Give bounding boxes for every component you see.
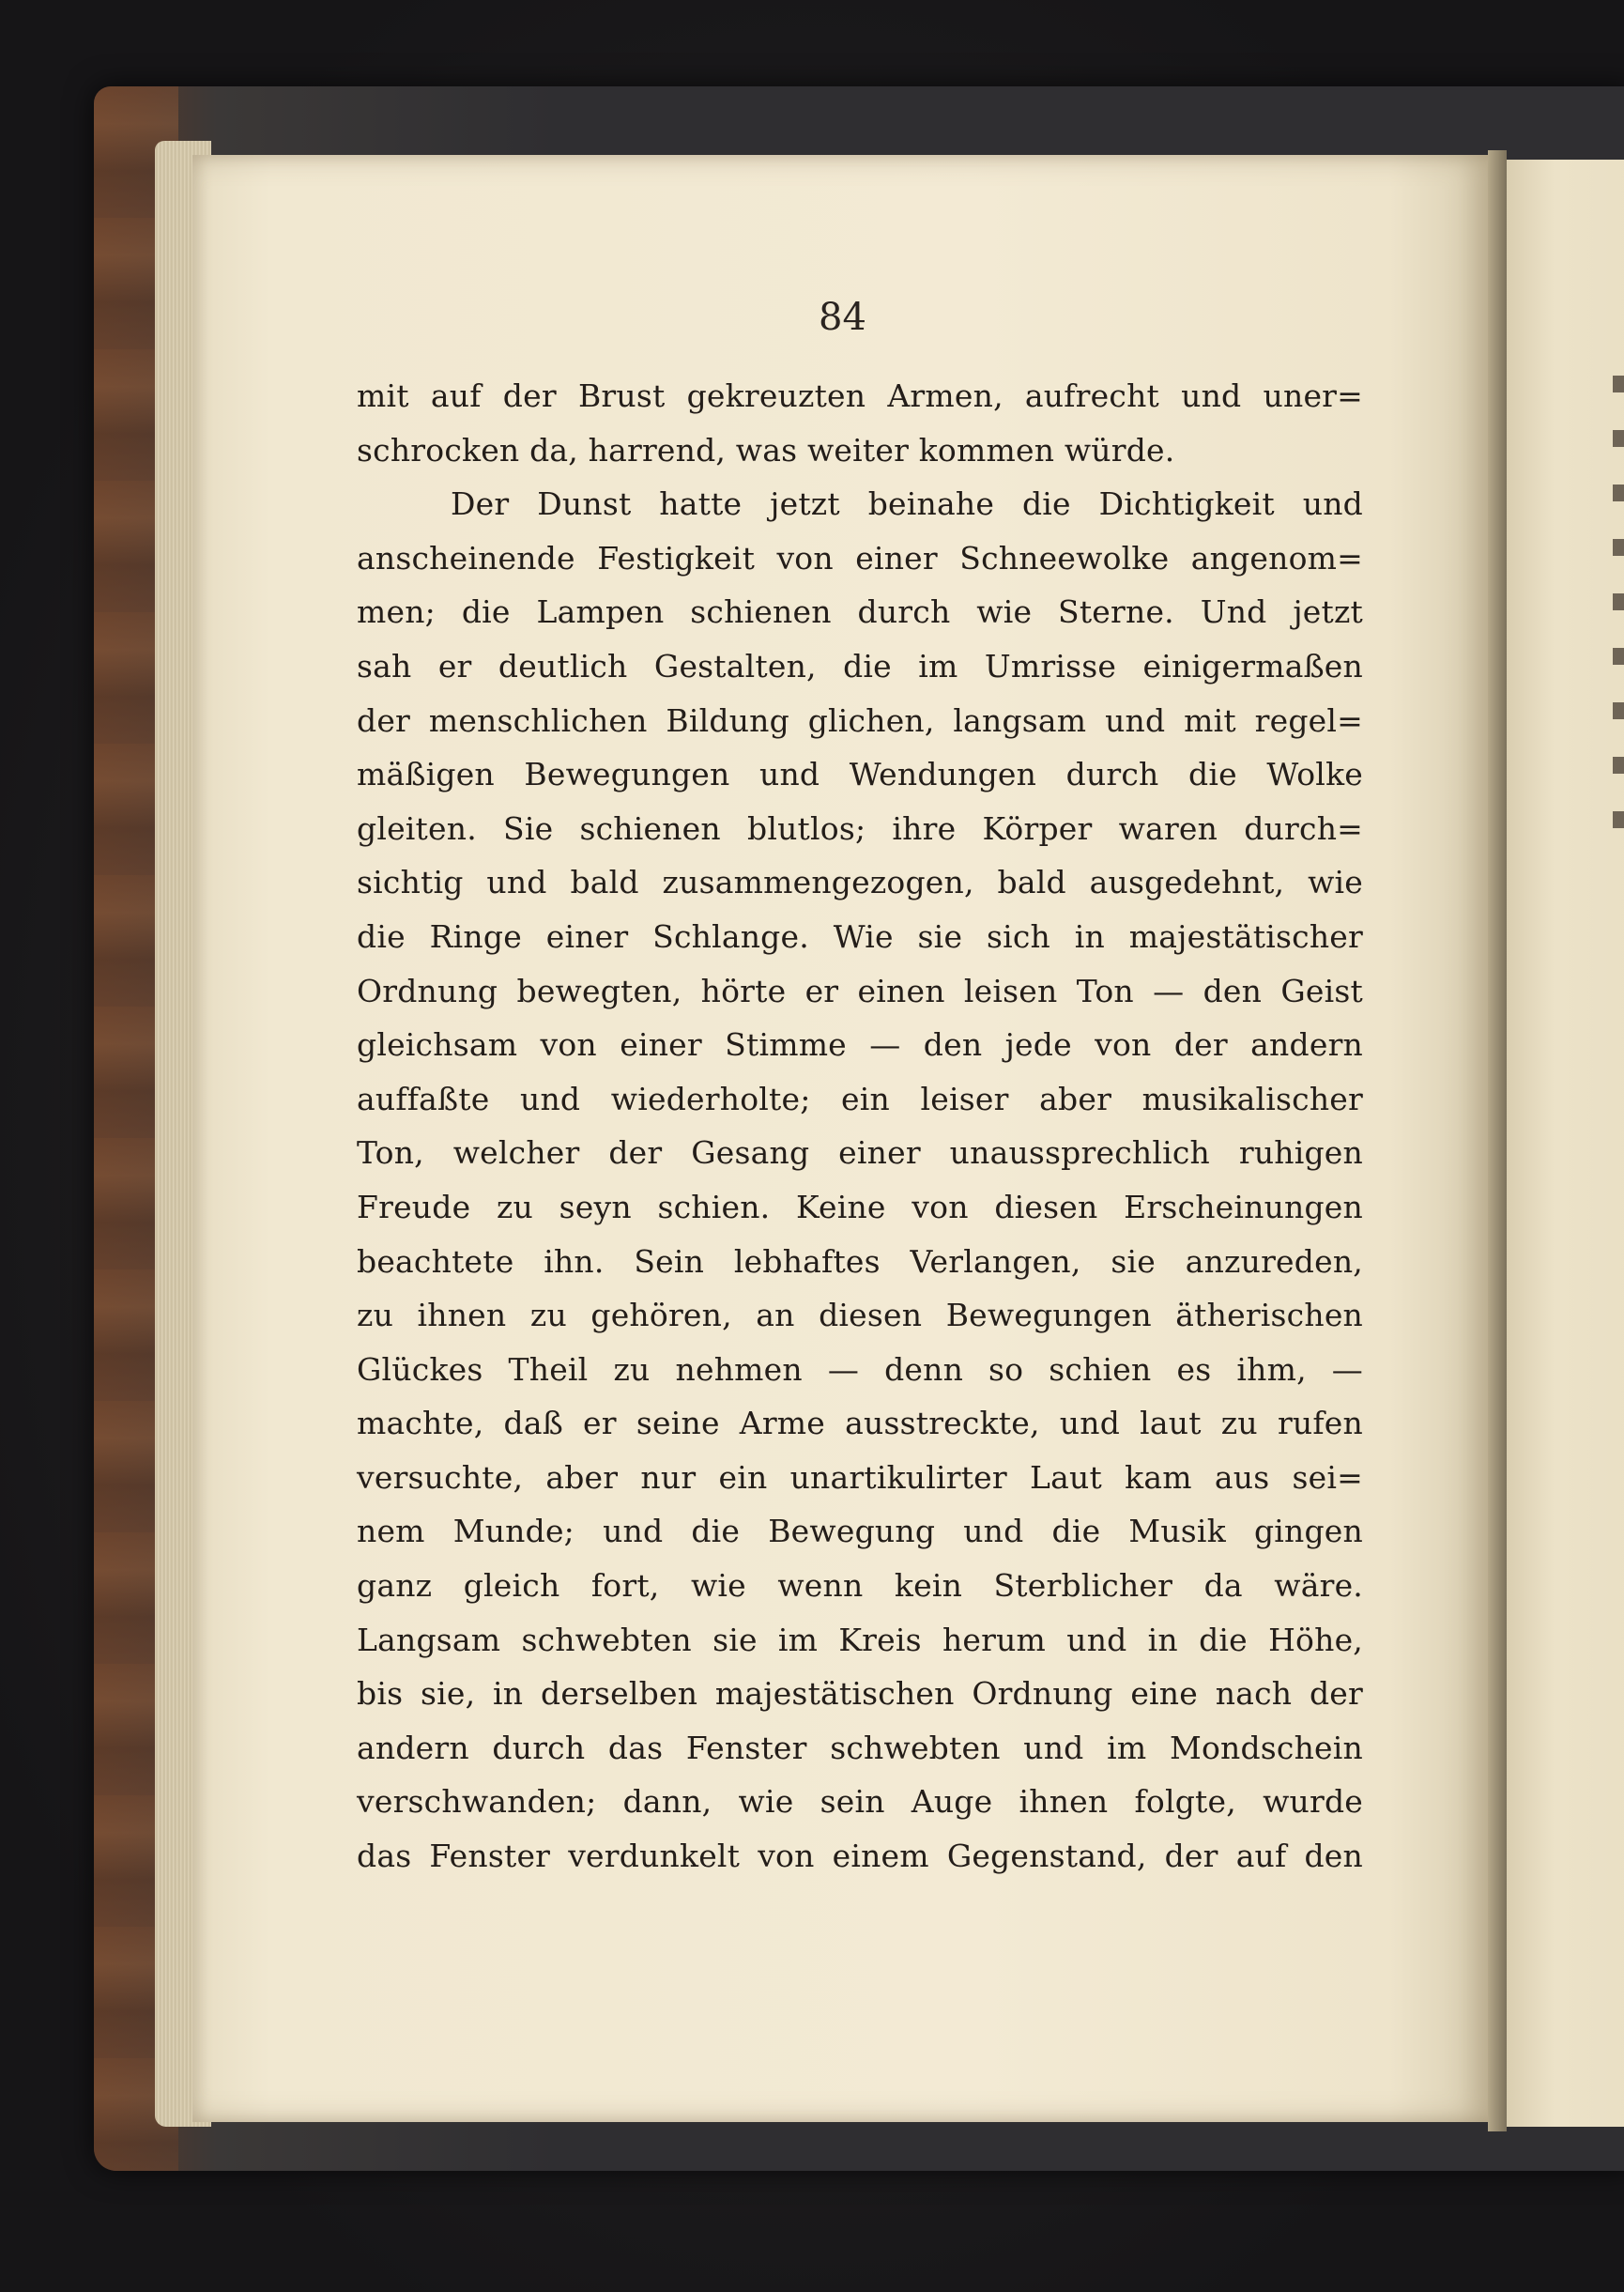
text-line: Ordnung bewegten, hörte er einen leisen Ton — den Geist	[357, 972, 1363, 1009]
facing-page-text-edge	[1613, 376, 1624, 864]
text-line: auffaßte und wiederholte; ein leiser aber musikalischer	[357, 1080, 1363, 1117]
text-line: anscheinende Festigkeit von einer Schneewolke angenom=	[357, 539, 1363, 577]
text-line: ganz gleich fort, wie wenn kein Sterblicher da wäre.	[357, 1567, 1363, 1605]
text-line: sichtig und bald zusammengezogen, bald ausgedehnt, wie	[357, 864, 1363, 901]
text-line: andern durch das Fenster schwebten und im Mondschein	[357, 1729, 1363, 1766]
text-line: mäßigen Bewegungen und Wendungen durch die Wolke	[357, 756, 1363, 793]
text-line: der menschlichen Bildung glichen, langsam und mit regel=	[357, 701, 1363, 739]
text-line: Freude zu seyn schien. Keine von diesen Erscheinungen	[357, 1188, 1363, 1225]
book-gutter	[1488, 150, 1507, 2131]
text-line: gleiten. Sie schienen blutlos; ihre Körper waren durch=	[357, 809, 1363, 847]
text-line: das Fenster verdunkelt von einem Gegenstand, der auf den	[357, 1838, 1363, 1875]
text-line: zu ihnen zu gehören, an diesen Bewegungen ätherischen	[357, 1297, 1363, 1334]
body-text	[357, 369, 1363, 1884]
text-line: bis sie, in derselben majestätischen Ordnung eine nach der	[357, 1675, 1363, 1713]
text-line: Der Dunst hatte jetzt beinahe die Dichtigkeit und	[451, 485, 1363, 523]
text-line: gleichsam von einer Stimme — den jede von der andern	[357, 1026, 1363, 1064]
text-line: mit auf der Brust gekreuzten Armen, aufrecht und uner=	[357, 377, 1363, 414]
page-number: 84	[819, 296, 866, 339]
text-line: versuchte, aber nur ein unartikulirter Laut kam aus sei=	[357, 1458, 1363, 1496]
book-page	[192, 155, 1493, 2122]
text-line: schrocken da, harrend, was weiter kommen würde.	[357, 431, 1175, 469]
text-line: verschwanden; dann, wie sein Auge ihnen folgte, wurde	[357, 1783, 1363, 1821]
text-line: machte, daß er seine Arme ausstreckte, und laut zu rufen	[357, 1405, 1363, 1442]
text-line: Ton, welcher der Gesang einer unaussprechlich ruhigen	[357, 1134, 1363, 1172]
text-line: die Ringe einer Schlange. Wie sie sich in majestätischer	[357, 917, 1363, 955]
facing-page	[1502, 160, 1624, 2127]
text-line: Langsam schwebten sie im Kreis herum und in die Höhe,	[357, 1621, 1363, 1658]
text-line: Glückes Theil zu nehmen — denn so schien es ihm, —	[357, 1350, 1363, 1388]
text-line: men; die Lampen schienen durch wie Sterne. Und jetzt	[357, 593, 1363, 631]
text-line: sah er deutlich Gestalten, die im Umrisse einigermaßen	[357, 647, 1363, 685]
text-line: nem Munde; und die Bewegung und die Musik gingen	[357, 1513, 1363, 1550]
text-line: beachtete ihn. Sein lebhaftes Verlangen, sie anzureden,	[357, 1242, 1363, 1280]
